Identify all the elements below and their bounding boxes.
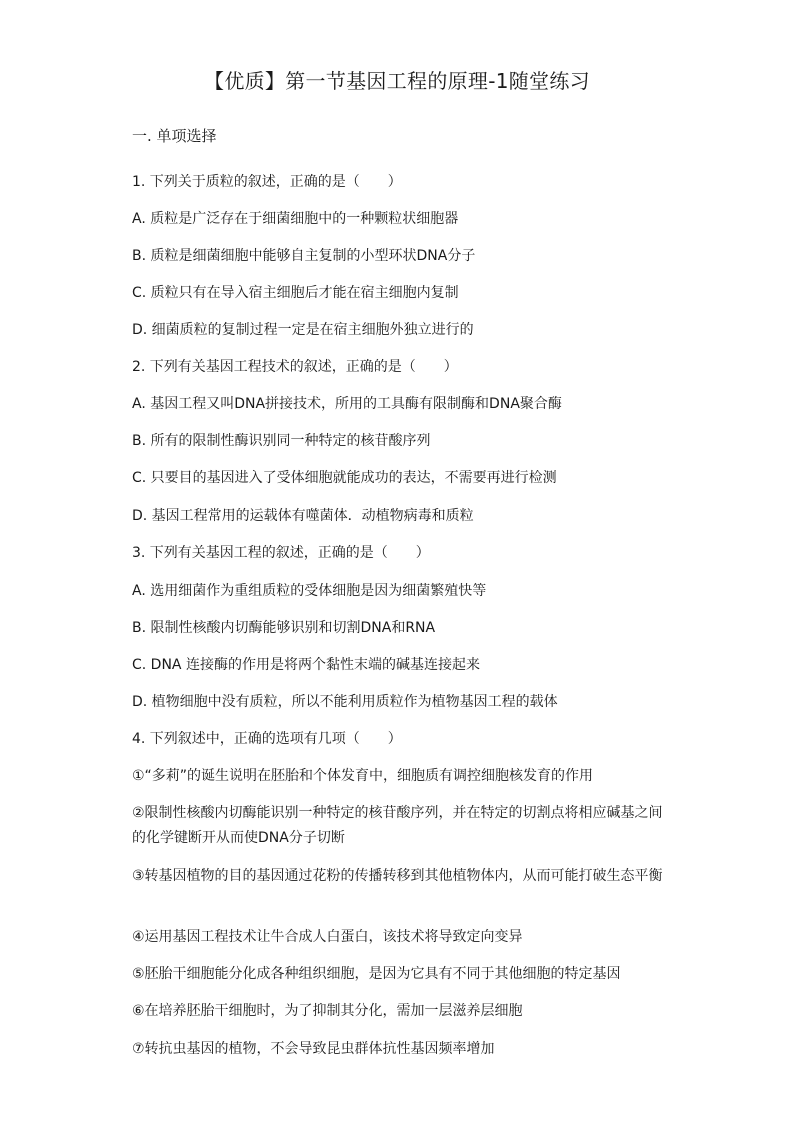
question-4-statement-3: ③转基因植物的目的基因通过花粉的传播转移到其他植物体内，从而可能打破生态平衡 [132, 868, 663, 884]
question-4-statement-6: ⑥在培养胚胎干细胞时，为了抑制其分化，需加一层滋养层细胞 [132, 1003, 523, 1019]
question-2-option-c: C. 只要目的基因进入了受体细胞就能成功的表达，不需要再进行检测 [132, 470, 557, 486]
question-2-option-b: B. 所有的限制性酶识别同一种特定的核苷酸序列 [132, 433, 431, 449]
question-3-option-a: A. 选用细菌作为重组质粒的受体细胞是因为细菌繁殖快等 [132, 583, 487, 599]
question-1-option-a: A. 质粒是广泛存在于细菌细胞中的一种颗粒状细胞器 [132, 211, 459, 227]
question-4-statement-1: ①“多莉”的诞生说明在胚胎和个体发育中，细胞质有调控细胞核发育的作用 [132, 768, 594, 784]
question-2-option-a: A. 基因工程又叫DNA拼接技术，所用的工具酶有限制酶和DNA聚合酶 [132, 396, 562, 412]
question-1-option-b: B. 质粒是细菌细胞中能够自主复制的小型环状DNA分子 [132, 248, 476, 264]
question-1-stem: 1. 下列关于质粒的叙述，正确的是（ ） [132, 174, 402, 190]
question-2-stem: 2. 下列有关基因工程技术的叙述，正确的是（ ） [132, 359, 458, 375]
question-3-option-c: C. DNA 连接酶的作用是将两个黏性末端的碱基连接起来 [132, 657, 480, 673]
question-1-option-d: D. 细菌质粒的复制过程一定是在宿主细胞外独立进行的 [132, 322, 474, 338]
question-3-stem: 3. 下列有关基因工程的叙述，正确的是（ ） [132, 545, 430, 561]
question-4-statement-5: ⑤胚胎干细胞能分化成各种组织细胞，是因为它具有不同于其他细胞的特定基因 [132, 966, 621, 982]
page-title: 【优质】第一节基因工程的原理-1随堂练习 [204, 69, 590, 93]
section-heading: 一. 单项选择 [132, 127, 217, 145]
question-3-option-d: D. 植物细胞中没有质粒，所以不能利用质粒作为植物基因工程的载体 [132, 694, 558, 710]
question-1-option-c: C. 质粒只有在导入宿主细胞后才能在宿主细胞内复制 [132, 285, 459, 301]
question-4-stem: 4. 下列叙述中，正确的选项有几项（ ） [132, 731, 402, 747]
question-3-option-b: B. 限制性核酸内切酶能够识别和切割DNA和RNA [132, 620, 436, 636]
question-4-statement-7: ⑦转抗虫基因的植物，不会导致昆虫群体抗性基因频率增加 [132, 1041, 495, 1057]
question-4-statement-4: ④运用基因工程技术让牛合成人白蛋白，该技术将导致定向变异 [132, 929, 523, 945]
question-2-option-d: D. 基因工程常用的运载体有噬菌体．动植物病毒和质粒 [132, 508, 474, 524]
question-4-statement-2: ②限制性核酸内切酶能识别一种特定的核苷酸序列，并在特定的切割点将相应碱基之间的化学键断开从而使DNA分子切断 [132, 805, 663, 846]
